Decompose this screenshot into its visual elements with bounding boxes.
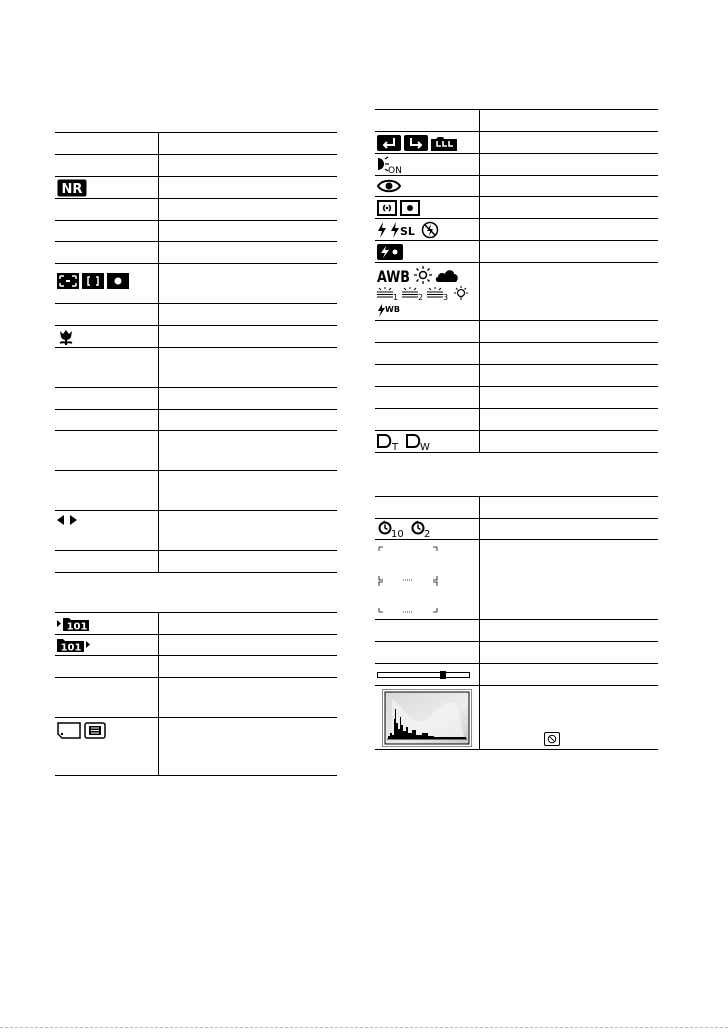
table-row (375, 409, 658, 431)
table-row (375, 387, 658, 409)
internal-memory-icon (84, 722, 106, 739)
table-row (55, 431, 337, 471)
svg-text:3: 3 (443, 293, 449, 302)
multi-af-frame-icon (57, 273, 79, 289)
self-timer-10-icon (377, 520, 407, 538)
spot-af-icon (107, 273, 129, 289)
zoom-tele-icon (377, 433, 403, 451)
table-row (55, 635, 337, 656)
incandescent-icon (452, 286, 470, 302)
table-row (55, 551, 337, 573)
table-row (55, 471, 337, 511)
fluorescent-3-icon (427, 287, 449, 301)
flash-off-icon (421, 221, 439, 239)
center-af-frame-icon (82, 273, 104, 289)
table-row (55, 133, 337, 155)
table-row (375, 540, 658, 620)
table-row (55, 221, 337, 242)
playback-folder-icon (57, 637, 91, 653)
cloudy-icon (435, 267, 459, 283)
table-row (375, 497, 658, 519)
table-row (375, 321, 658, 343)
histogram-icon (382, 689, 472, 747)
table-row (375, 132, 658, 154)
table-row (55, 155, 337, 177)
table-row (375, 664, 658, 686)
settings-table-a (55, 132, 337, 573)
table-row (55, 348, 337, 388)
table-row (55, 511, 337, 551)
flash-slow-sync-icon (390, 222, 418, 238)
table-row (55, 410, 337, 431)
table-row (55, 678, 337, 718)
svg-text:2: 2 (424, 529, 431, 540)
table-row (55, 199, 337, 221)
awb-icon (377, 266, 411, 284)
svg-text:NR: NR (61, 181, 83, 197)
table-row (55, 656, 337, 678)
af-range-finder-frame-icon (377, 546, 439, 614)
table-row (55, 242, 337, 264)
settings-table-b (55, 612, 337, 776)
metering-spot-icon (400, 200, 420, 216)
red-eye-icon (377, 179, 401, 193)
fluorescent-1-icon (377, 287, 399, 301)
drive-single-icon (377, 135, 401, 151)
recording-folder-icon (57, 616, 91, 632)
drive-bracket-icon (431, 135, 457, 151)
svg-text:WB: WB (385, 305, 400, 314)
af-illuminator-on-icon (377, 156, 407, 174)
table-row (375, 110, 658, 132)
drive-burst-icon (404, 135, 428, 151)
flash-level-icon (377, 244, 403, 260)
prev-next-arrows-icon (57, 515, 77, 525)
table-row (375, 642, 658, 664)
table-row (375, 620, 658, 642)
svg-text:2: 2 (418, 293, 424, 302)
svg-text:ON: ON (388, 165, 402, 176)
svg-text:101: 101 (60, 642, 82, 654)
memory-card-icon (57, 722, 81, 739)
table-row (375, 154, 658, 176)
svg-text:W: W (420, 441, 430, 453)
table-row (375, 197, 658, 219)
metering-center-icon (377, 200, 397, 216)
daylight-icon (414, 266, 432, 284)
table-row (55, 264, 337, 304)
table-row (55, 388, 337, 410)
svg-text:101: 101 (66, 621, 88, 632)
table-row (375, 219, 658, 241)
svg-text:10: 10 (391, 529, 404, 540)
table-row (55, 326, 337, 348)
flash-auto-icon (377, 222, 387, 238)
settings-table-c (375, 109, 658, 453)
table-row (375, 241, 658, 263)
svg-text:T: T (392, 441, 399, 453)
svg-text:1: 1 (393, 293, 399, 302)
flash-wb-icon (377, 303, 399, 317)
settings-table-d (375, 496, 658, 750)
table-row (55, 177, 337, 199)
svg-text:SL: SL (400, 224, 415, 238)
fluorescent-2-icon (402, 287, 424, 301)
table-row (375, 686, 658, 750)
table-row (375, 343, 658, 365)
histogram-off-icon (544, 732, 560, 746)
exposure-scale-icon (377, 670, 471, 680)
table-row (55, 718, 337, 776)
table-row (375, 176, 658, 197)
nr-icon (57, 179, 87, 197)
table-row (375, 365, 658, 387)
page-bottom-rule (0, 1027, 728, 1028)
table-row (55, 613, 337, 635)
table-row (375, 519, 658, 540)
table-row (375, 431, 658, 453)
zoom-wide-icon (406, 433, 434, 451)
macro-tulip-icon (57, 328, 75, 346)
table-row (375, 263, 658, 321)
self-timer-2-icon (410, 520, 434, 538)
table-row (55, 304, 337, 326)
svg-text:AWB: AWB (377, 267, 410, 286)
